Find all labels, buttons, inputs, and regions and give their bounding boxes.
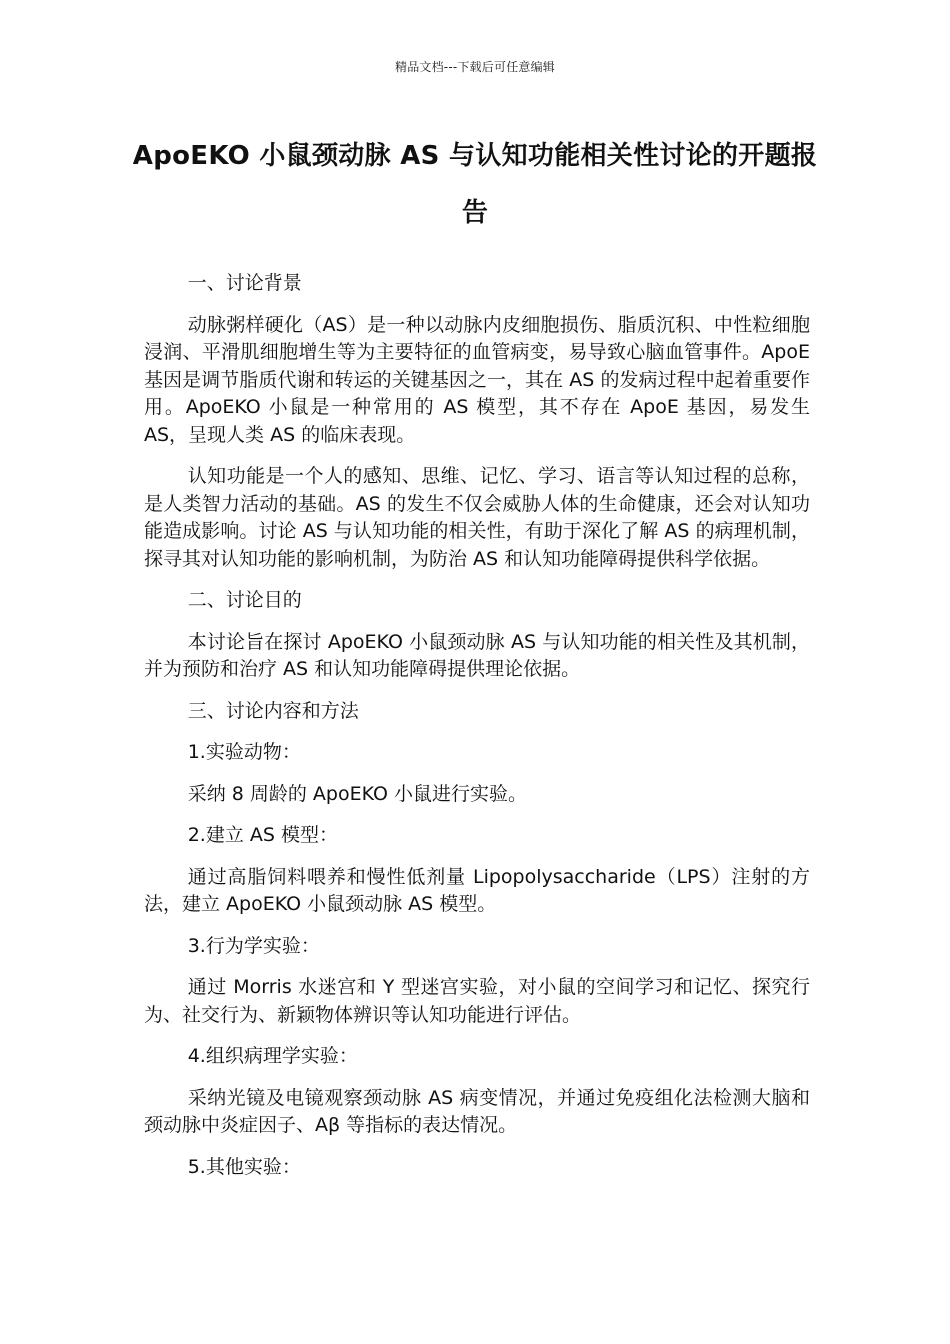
document-body bbox=[144, 270, 810, 1195]
section-heading-purpose: 二、讨论目的 bbox=[187, 589, 302, 611]
paragraph-background-1: 动脉粥样硬化（AS）是一种以动脉内皮细胞损伤、脂质沉积、中性粒细胞浸润、平滑肌细胞增生等为主要特征的血管病变，易导致心脑血管事件。ApoE 基因是调节脂质代谢和转运的关键基因之一，其在 AS 的发病过程中起着重要作用。ApoEKO 小鼠是一种常用的 AS 模型，其不存在 ApoE 基因，易发生 AS，呈现人类 AS 的临床表现。 bbox=[144, 313, 810, 446]
header-note: 精品文档---下载后可任意编辑 bbox=[395, 60, 555, 74]
item-text-behavior: 通过 Morris 水迷宫和 Y 型迷宫实验，对小鼠的空间学习和记忆、探究行为、社交行为、新颖物体辨识等认知功能进行评估。 bbox=[144, 976, 810, 1026]
paragraph-background-2: 认知功能是一个人的感知、思维、记忆、学习、语言等认知过程的总称，是人类智力活动的基础。AS 的发生不仅会威胁人体的生命健康，还会对认知功能造成影响。讨论 AS 与认知功能的相关性，有助于深化了解 AS 的病理机制，探寻其对认知功能的影响机制，为防治 AS 和认知功能障碍提供科学依据。 bbox=[144, 465, 810, 570]
item-title-pathology: 4.组织病理学实验： bbox=[187, 1045, 358, 1067]
document-title: ApoEKO 小鼠颈动脉 AS 与认知功能相关性讨论的开题报告 bbox=[132, 141, 818, 228]
item-text-model: 通过高脂饲料喂养和慢性低剂量 Lipopolysaccharide（LPS）注射的方法，建立 ApoEKO 小鼠颈动脉 AS 模型。 bbox=[144, 865, 810, 915]
paragraph-purpose: 本讨论旨在探讨 ApoEKO 小鼠颈动脉 AS 与认知功能的相关性及其机制，并为预防和治疗 AS 和认知功能障碍提供理论依据。 bbox=[144, 630, 810, 680]
item-title-other: 5.其他实验： bbox=[187, 1155, 301, 1178]
item-title-behavior: 3.行为学实验： bbox=[187, 934, 320, 957]
item-text-pathology: 采纳光镜及电镜观察颈动脉 AS 病变情况，并通过免疫组化法检测大脑和颈动脉中炎症因子、Aβ 等指标的表达情况。 bbox=[144, 1086, 810, 1136]
section-heading-methods: 三、讨论内容和方法 bbox=[187, 699, 359, 722]
item-title-model: 2.建立 AS 模型： bbox=[187, 824, 338, 846]
item-title-animals: 1.实验动物： bbox=[187, 741, 301, 763]
item-text-animals: 采纳 8 周龄的 ApoEKO 小鼠进行实验。 bbox=[187, 782, 527, 805]
section-heading-background: 一、讨论背景 bbox=[187, 272, 302, 294]
